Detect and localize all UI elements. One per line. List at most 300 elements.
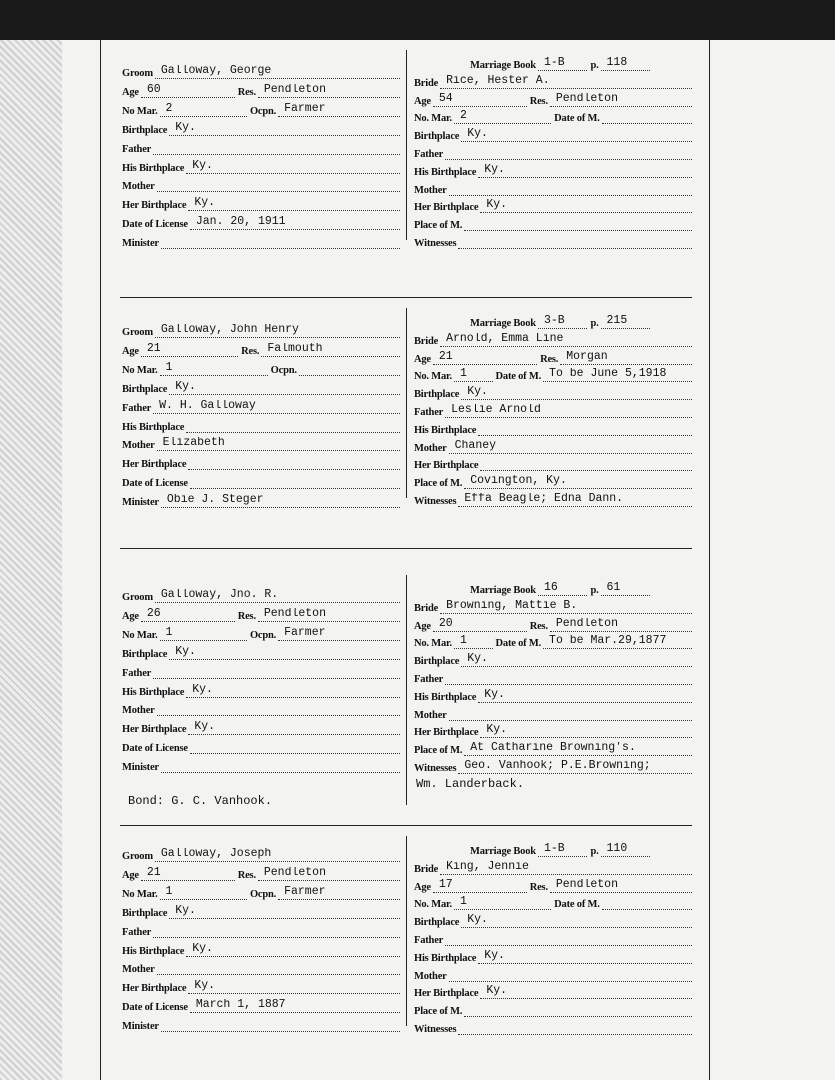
field-label: Father [122,143,152,155]
field-label: Father [122,402,152,414]
field-value: 1-B [538,843,588,857]
field-label: His Birthplace [414,691,477,703]
groom-row-no-mar [122,625,400,641]
bride-row-no-mar [414,894,692,910]
field-label: Place of M. [414,1006,463,1018]
groom-row-groom [122,846,400,862]
field-value [449,707,692,721]
field-value: 21 [141,343,238,357]
field-label: Date of License [122,478,188,490]
field-value: March 1, 1887 [190,999,400,1013]
bride-row-birthplace [414,651,692,667]
field-value: King, Jennie [440,861,692,875]
marriage-book-row [470,55,650,71]
groom-row-date-of-license [122,738,400,754]
column-divider [406,308,407,498]
groom-row-minister [122,233,400,249]
groom-row-no-mar [122,884,400,900]
bride-row-his-birthplace [414,687,692,703]
groom-row-minister [122,492,400,508]
field-value: 1 [454,896,551,910]
field-value: 1 [454,635,493,649]
groom-row-date-of-license [122,473,400,489]
column-divider [406,575,407,805]
field-label: Groom [122,68,153,79]
field-label: His Birthplace [414,166,477,178]
field-value: Rice, Hester A. [440,75,692,89]
field-label: Age [414,881,431,893]
field-label: Mother [414,970,447,982]
field-label: Bride [414,863,439,875]
field-label: No Mar. [122,888,158,900]
field-label: Birthplace [122,907,168,919]
field-label: Mother [414,184,447,196]
groom-row-mother [122,959,400,975]
field-value: Ky. [188,721,400,735]
field-label: Mother [414,442,447,454]
field-value [445,932,692,946]
field-label: Minister [122,497,159,509]
bride-row-witnesses [414,233,692,249]
field-value: Ky. [186,943,400,957]
groom-row-his-birthplace [122,941,400,957]
field-label: His Birthplace [122,162,185,174]
field-value: 3-B [538,315,588,329]
field-label: Birthplace [414,131,460,143]
field-value [161,235,400,249]
field-label: Date of M. [554,899,600,911]
field-value: Pendleton [550,93,692,107]
bride-row-birthplace [414,126,692,142]
groom-row-his-birthplace [122,158,400,174]
bride-row-no-mar [414,633,692,649]
groom-row-no-mar [122,360,400,376]
field-label: Minister [122,238,159,250]
bride-row-her-birthplace [414,722,692,738]
groom-row-father [122,663,400,679]
field-label: Witnesses [414,1024,457,1035]
field-label: Minister [122,1021,159,1033]
field-value: 2 [454,110,551,124]
field-value: 2 [160,103,247,117]
field-value: 17 [433,879,527,893]
field-label: Ocpn. [249,888,277,900]
field-label: Witnesses [414,238,457,249]
field-value [157,961,400,975]
field-value [190,475,400,489]
groom-row-minister [122,1016,400,1032]
field-value: Farmer [278,103,400,117]
field-value [464,1003,692,1017]
field-value: At Catharine Browning's. [464,742,692,756]
bride-row-age [414,91,692,107]
groom-row-groom [122,322,400,338]
field-label: His Birthplace [122,421,185,433]
field-label: Father [122,667,152,679]
field-value: 215 [601,315,651,329]
field-label: Place of M. [414,220,463,232]
bride-row-his-birthplace [414,948,692,964]
field-value [458,1021,692,1035]
field-label: His Birthplace [414,424,477,436]
bride-row-age [414,616,692,632]
field-value [478,422,692,436]
groom-row-groom [122,63,400,79]
field-value: 1 [160,627,247,641]
scan-margin [0,40,62,1080]
field-value [445,671,692,685]
bride-row-witnesses [414,491,692,507]
field-value: Chaney [449,440,692,454]
bride-row-her-birthplace [414,455,692,471]
field-label: Her Birthplace [414,988,479,1000]
groom-row-her-birthplace [122,454,400,470]
field-label: Age [414,620,431,632]
field-label: Witnesses [414,763,457,774]
field-label: Res. [241,345,260,357]
groom-row-father [122,922,400,938]
field-value [445,146,692,160]
field-label: Date of M. [554,113,600,125]
field-value: 61 [601,582,651,596]
field-label: Groom [122,327,153,338]
field-value [161,1018,400,1032]
field-value: Galloway, George [155,65,400,79]
groom-row-his-birthplace [122,417,400,433]
groom-row-father [122,139,400,155]
field-label: Res. [529,881,548,893]
groom-row-minister [122,757,400,773]
field-label: Age [122,869,139,881]
bride-row-mother [414,180,692,196]
field-label: Place of M. [414,478,463,490]
bride-row-age [414,877,692,893]
field-label: Date of M. [495,638,542,650]
field-label: Res. [540,353,559,365]
field-value: Ky. [188,197,400,211]
field-label: Res. [237,86,256,98]
field-label: Age [414,353,431,365]
field-value: Obie J. Steger [161,494,400,508]
field-value: Ky. [461,128,692,142]
field-value [153,665,400,679]
field-label: No Mar. [122,364,158,376]
field-value: Ky. [480,724,692,738]
field-label: Age [122,610,139,622]
bride-row-no-mar [414,366,692,382]
field-label: Ocpn. [270,364,297,376]
field-value: Farmer [278,886,400,900]
field-label: Mother [122,181,155,193]
field-label: Her Birthplace [122,200,187,212]
field-label: Mother [414,709,447,721]
groom-row-her-birthplace [122,195,400,211]
groom-row-her-birthplace [122,978,400,994]
field-label: Ocpn. [249,105,277,117]
field-label: Her Birthplace [122,983,187,995]
field-value [480,457,692,471]
field-value: 21 [141,867,235,881]
field-value: Morgan [560,351,692,365]
field-label: Father [414,935,444,946]
bride-row-witnesses [414,758,692,774]
field-value: Ky. [186,684,400,698]
field-value: 1 [160,886,247,900]
field-label: Birthplace [414,917,460,929]
groom-row-mother [122,435,400,451]
groom-row-age [122,865,400,881]
field-value: Ky. [478,950,692,964]
groom-row-birthplace [122,644,400,660]
field-value: Ky. [478,164,692,178]
field-label: Place of M. [414,745,463,757]
field-value [161,759,400,773]
field-value: Ky. [478,689,692,703]
groom-row-groom [122,587,400,603]
field-value: Ky. [461,914,692,928]
groom-row-birthplace [122,903,400,919]
field-value: Ky. [461,653,692,667]
bride-row-father [414,930,692,946]
bride-row-no-mar [414,108,692,124]
field-value: Ky. [169,122,400,136]
field-value: Pendleton [550,879,692,893]
marriage-book-row [470,580,650,596]
field-value: To be Mar.29,1877 [543,635,692,649]
field-label: Date of License [122,1002,188,1014]
field-label: Witnesses [414,496,457,507]
bride-row-bride [414,859,692,875]
field-label: Groom [122,592,153,603]
field-label: His Birthplace [122,945,185,957]
bride-row-bride [414,73,692,89]
field-label: Her Birthplace [414,727,479,739]
bride-row-his-birthplace [414,420,692,436]
bride-row-place-of-m [414,740,692,756]
bride-row-witnesses [414,1019,692,1035]
column-divider [406,836,407,1026]
field-value: Pendleton [258,867,400,881]
field-value: 20 [433,618,527,632]
groom-row-date-of-license [122,214,400,230]
record-divider [120,297,692,298]
field-label: Birthplace [414,389,460,401]
field-value: Falmouth [261,343,400,357]
field-value [153,924,400,938]
field-label: Birthplace [122,648,168,660]
field-label: No Mar. [122,105,158,117]
bride-row-place-of-m [414,215,692,231]
field-label: Father [414,407,444,418]
field-value [464,217,692,231]
field-value: 118 [601,57,651,71]
field-value [186,419,400,433]
field-value: Ky. [480,199,692,213]
field-label: Date of License [122,743,188,755]
field-label: Minister [122,762,159,774]
field-value [458,235,692,249]
groom-row-mother [122,700,400,716]
field-label: No. Mar. [414,113,452,125]
field-label: Father [414,149,444,160]
bride-row-father [414,402,692,418]
field-value: Ky. [480,985,692,999]
field-label: Res. [237,869,256,881]
field-label: Marriage Book [470,60,536,71]
field-label: Her Birthplace [122,724,187,736]
field-label: Age [122,345,139,357]
bride-row-mother [414,705,692,721]
field-label: Her Birthplace [414,460,479,472]
field-label: Marriage Book [470,318,536,329]
groom-row-age [122,606,400,622]
bride-row-mother [414,438,692,454]
bride-row-birthplace [414,912,692,928]
field-label: Father [122,926,152,938]
field-value [449,182,692,196]
page-left-border [100,40,101,1080]
record-divider [120,825,692,826]
field-value: Galloway, John Henry [155,324,400,338]
field-value: 54 [433,93,527,107]
field-value: Elizabeth [157,437,400,451]
groom-row-age [122,82,400,98]
field-label: Res. [237,610,256,622]
field-label: No Mar. [122,629,158,641]
field-value: 16 [538,582,588,596]
field-label: Age [414,95,431,107]
field-label: Bride [414,335,439,347]
bride-row-place-of-m [414,1001,692,1017]
witnesses-continuation: Wm. Landerback. [416,777,525,791]
field-value: Pendleton [258,84,400,98]
field-value: 110 [601,843,651,857]
field-value [449,968,692,982]
field-label: Her Birthplace [414,202,479,214]
field-label: Mother [122,440,155,452]
bride-row-father [414,144,692,160]
field-value: Ky. [169,646,400,660]
bride-row-her-birthplace [414,983,692,999]
field-value [153,141,400,155]
bride-row-birthplace [414,384,692,400]
field-label: p. [590,846,599,857]
bride-row-mother [414,966,692,982]
field-label: p. [590,585,599,596]
field-value: Covington, Ky. [464,475,692,489]
groom-row-birthplace [122,379,400,395]
field-value: 1 [160,362,268,376]
field-label: No. Mar. [414,638,452,650]
field-value: Pendleton [550,618,692,632]
bride-row-father [414,669,692,685]
field-label: Age [122,86,139,98]
field-value: Effa Beagle; Edna Dann. [458,493,692,507]
field-label: Bride [414,77,439,89]
groom-row-age [122,341,400,357]
record-divider [120,548,692,549]
column-divider [406,50,407,240]
field-value [190,740,400,754]
field-value: Ky. [169,381,400,395]
marriage-book-row [470,841,650,857]
field-value: 1 [454,368,493,382]
groom-row-date-of-license [122,997,400,1013]
field-value: Ky. [186,160,400,174]
field-value: Arnold, Emma Line [440,333,692,347]
field-label: Her Birthplace [122,459,187,471]
field-value: Browning, Mattie B. [440,600,692,614]
field-value [157,702,400,716]
field-value: Geo. Vanhook; P.E.Browning; [458,760,692,774]
field-label: Father [414,674,444,685]
field-value: W. H. Galloway [153,400,400,414]
field-value: Leslie Arnold [445,404,692,418]
field-label: Birthplace [414,656,460,668]
field-label: Marriage Book [470,846,536,857]
field-value [602,896,692,910]
field-value: Ky. [461,386,692,400]
field-label: No. Mar. [414,899,452,911]
field-value: Pendleton [258,608,400,622]
groom-row-her-birthplace [122,719,400,735]
field-value [188,456,400,470]
groom-row-father [122,398,400,414]
field-label: Marriage Book [470,585,536,596]
bride-row-place-of-m [414,473,692,489]
groom-row-no-mar [122,101,400,117]
field-value [157,178,400,192]
field-value: 26 [141,608,235,622]
field-label: Res. [529,620,548,632]
field-value [602,110,692,124]
bride-row-age [414,349,692,365]
field-label: p. [590,318,599,329]
field-label: Mother [122,964,155,976]
groom-row-mother [122,176,400,192]
field-label: Res. [529,95,548,107]
field-label: p. [590,60,599,71]
field-value: Farmer [278,627,400,641]
bride-row-bride [414,331,692,347]
field-value [299,362,400,376]
field-label: Birthplace [122,124,168,136]
field-value: Ky. [169,905,400,919]
field-label: Bride [414,602,439,614]
bond-note: Bond: G. C. Vanhook. [128,794,273,808]
bride-row-bride [414,598,692,614]
bride-row-her-birthplace [414,197,692,213]
field-value: Jan. 20, 1911 [190,216,400,230]
field-label: Groom [122,851,153,862]
groom-row-his-birthplace [122,682,400,698]
field-value: Galloway, Joseph [155,848,400,862]
field-label: Ocpn. [249,629,277,641]
groom-row-birthplace [122,120,400,136]
field-label: Date of License [122,219,188,231]
field-value: Galloway, Jno. R. [155,589,400,603]
field-label: His Birthplace [122,686,185,698]
field-label: His Birthplace [414,952,477,964]
field-label: Birthplace [122,383,168,395]
field-label: Mother [122,705,155,717]
bride-row-his-birthplace [414,162,692,178]
field-label: Date of M. [495,371,542,383]
field-value: 21 [433,351,537,365]
field-value: 60 [141,84,235,98]
page-right-border [709,40,710,1080]
field-label: No. Mar. [414,371,452,383]
